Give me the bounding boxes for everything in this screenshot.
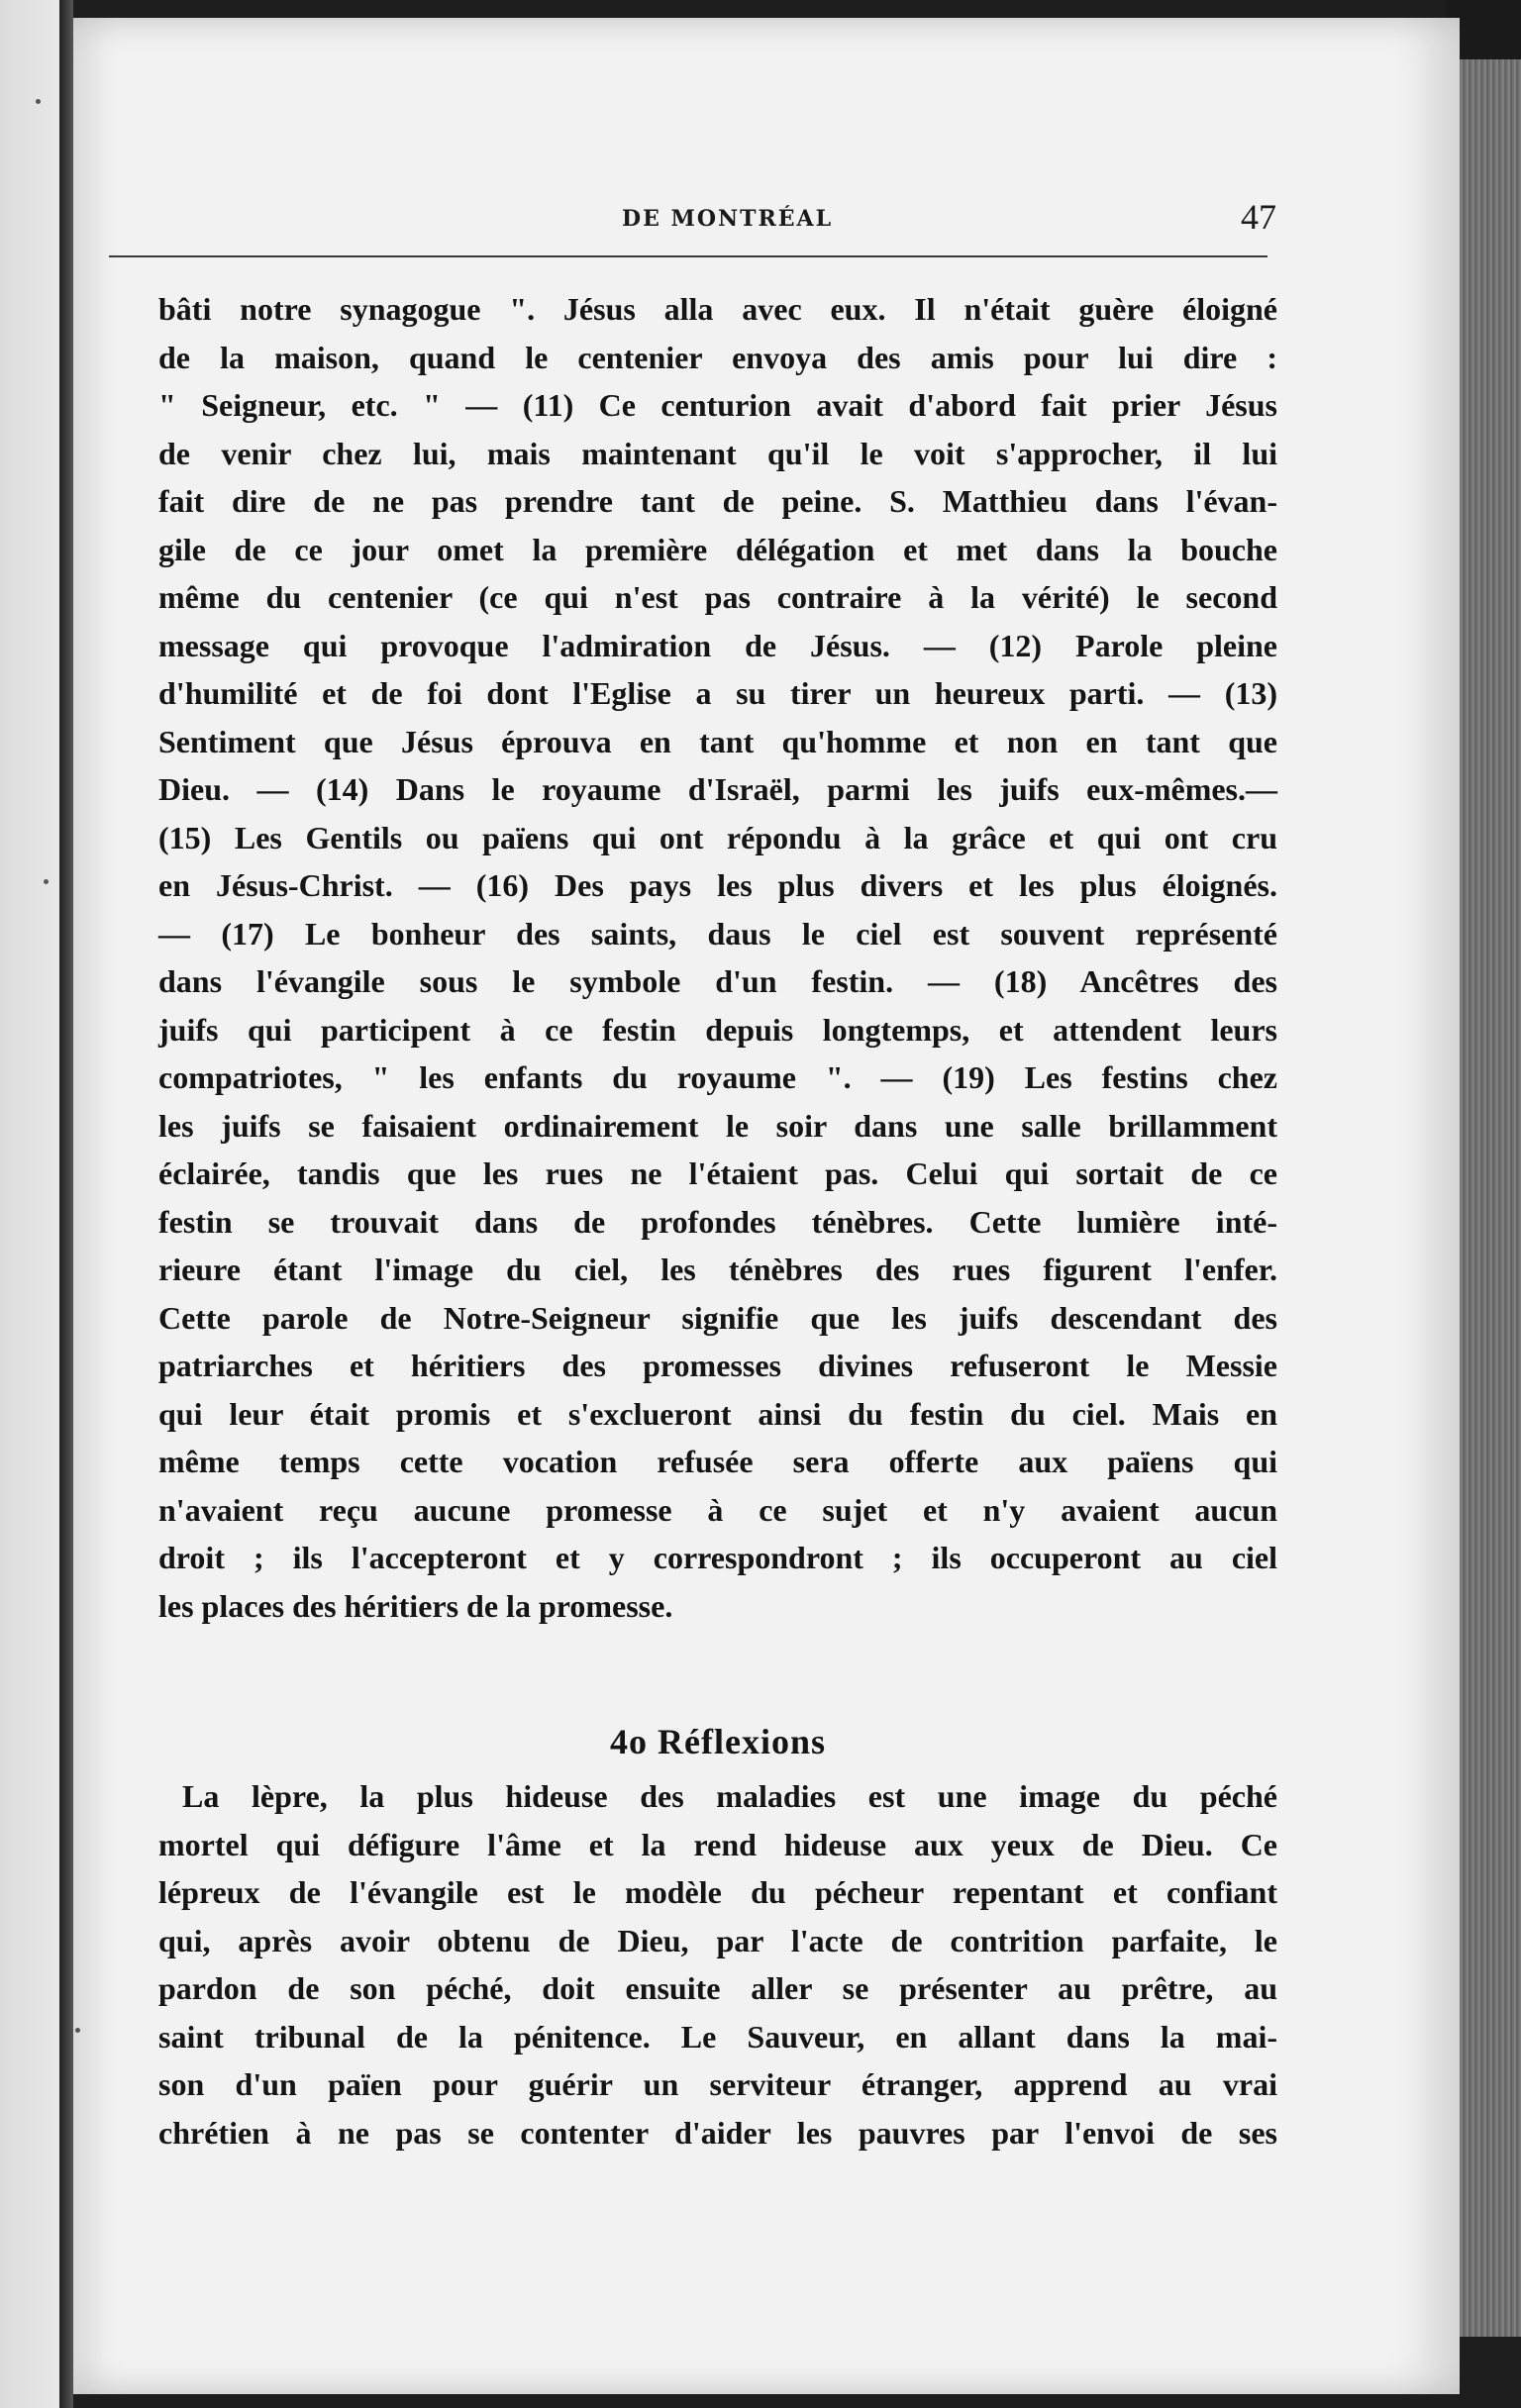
- page-number: 47: [1241, 197, 1276, 237]
- text-line: " Seigneur, etc. " — (11) Ce centurion avait d'abord fait prier Jésus: [158, 387, 1277, 423]
- book-gutter: [59, 0, 73, 2408]
- text-line: (15) Les Gentils ou païens qui ont répondu à la grâce et qui ont cru: [158, 819, 1277, 855]
- text-line: son d'un païen pour guérir un serviteur étranger, apprend au vrai: [158, 2066, 1277, 2102]
- text-line: lépreux de l'évangile est le modèle du pécheur repentant et confiant: [158, 1874, 1277, 1910]
- text-line: bâti notre synagogue ". Jésus alla avec eux. Il n'était guère éloigné: [158, 291, 1277, 327]
- text-line: même temps cette vocation refusée sera offerte aux païens qui: [158, 1444, 1277, 1479]
- text-line: rieure étant l'image du ciel, les ténèbres des rues figurent l'enfer.: [158, 1252, 1277, 1287]
- text-line: saint tribunal de la pénitence. Le Sauveur, en allant dans la mai-: [158, 2018, 1277, 2055]
- main-paragraph: [158, 285, 1277, 1630]
- text-line: Dieu. — (14) Dans le royaume d'Israël, parmi les juifs eux-mêmes.—: [158, 771, 1277, 807]
- page-header: [107, 188, 1275, 248]
- text-line: Cette parole de Notre-Seigneur signifie que les juifs descendant des: [158, 1299, 1277, 1336]
- scan-speck: [44, 879, 49, 884]
- text-line: La lèpre, la plus hideuse des maladies est une image du péché: [182, 1778, 1277, 1814]
- text-line: qui, après avoir obtenu de Dieu, par l'acte de contrition parfaite, le: [158, 1922, 1277, 1958]
- text-line: festin se trouvait dans de profondes ténèbres. Cette lumière inté-: [158, 1203, 1277, 1240]
- text-line: droit ; ils l'accepteront et y correspondront ; ils occuperont au ciel: [158, 1540, 1277, 1575]
- scan-speck: [75, 2028, 80, 2033]
- text-line: mortel qui défigure l'âme et la rend hideuse aux yeux de Dieu. Ce: [158, 1826, 1277, 1862]
- text-line: qui leur était promis et s'exclueront ainsi du festin du ciel. Mais en: [158, 1395, 1277, 1432]
- text-line: même du centenier (ce qui n'est pas contraire à la vérité) le second: [158, 579, 1277, 615]
- previous-page-edge: [0, 0, 59, 2408]
- text-line: — (17) Le bonheur des saints, daus le ciel est souvent représenté: [158, 915, 1277, 952]
- header-rule: [109, 255, 1268, 257]
- text-line: chrétien à ne pas se contenter d'aider les pauvres par l'envoi de ses: [158, 2114, 1277, 2151]
- text-line: compatriotes, " les enfants du royaume ". — (19) Les festins chez: [158, 1059, 1277, 1095]
- text-line: les juifs se faisaient ordinairement le soir dans une salle brillamment: [158, 1107, 1277, 1144]
- text-line: de venir chez lui, mais maintenant qu'il le voit s'approcher, il lui: [158, 435, 1277, 471]
- text-line: fait dire de ne pas prendre tant de peine. S. Matthieu dans l'évan-: [158, 483, 1277, 519]
- text-line: d'humilité et de foi dont l'Eglise a su tirer un heureux parti. — (13): [158, 675, 1277, 711]
- section-heading: 4o Réflexions: [610, 1722, 826, 1761]
- running-head: DE MONTRÉAL: [622, 206, 834, 232]
- book-fore-edge: [1460, 59, 1521, 2337]
- text-line: pardon de son péché, doit ensuite aller se présenter au prêtre, au: [158, 1970, 1277, 2006]
- text-line: éclairée, tandis que les rues ne l'étaient pas. Celui qui sortait de ce: [158, 1155, 1277, 1191]
- scan-speck: [36, 99, 41, 104]
- section-paragraph: [158, 1772, 1277, 2157]
- text-line: les places des héritiers de la promesse.: [158, 1587, 673, 1624]
- text-line: dans l'évangile sous le symbole d'un festin. — (18) Ancêtres des: [158, 963, 1277, 999]
- text-line: patriarches et héritiers des promesses divines refuseront le Messie: [158, 1348, 1277, 1383]
- text-line: de la maison, quand le centenier envoya des amis pour lui dire :: [158, 339, 1277, 375]
- text-line: en Jésus-Christ. — (16) Des pays les plus divers et les plus éloignés.: [158, 867, 1277, 903]
- text-line: gile de ce jour omet la première délégation et met dans la bouche: [158, 531, 1277, 567]
- text-line: Sentiment que Jésus éprouva en tant qu'homme et non en tant que: [158, 723, 1277, 759]
- text-line: message qui provoque l'admiration de Jésus. — (12) Parole pleine: [158, 627, 1277, 663]
- text-line: juifs qui participent à ce festin depuis longtemps, et attendent leurs: [158, 1011, 1277, 1048]
- text-line: n'avaient reçu aucune promesse à ce sujet et n'y avaient aucun: [158, 1491, 1277, 1528]
